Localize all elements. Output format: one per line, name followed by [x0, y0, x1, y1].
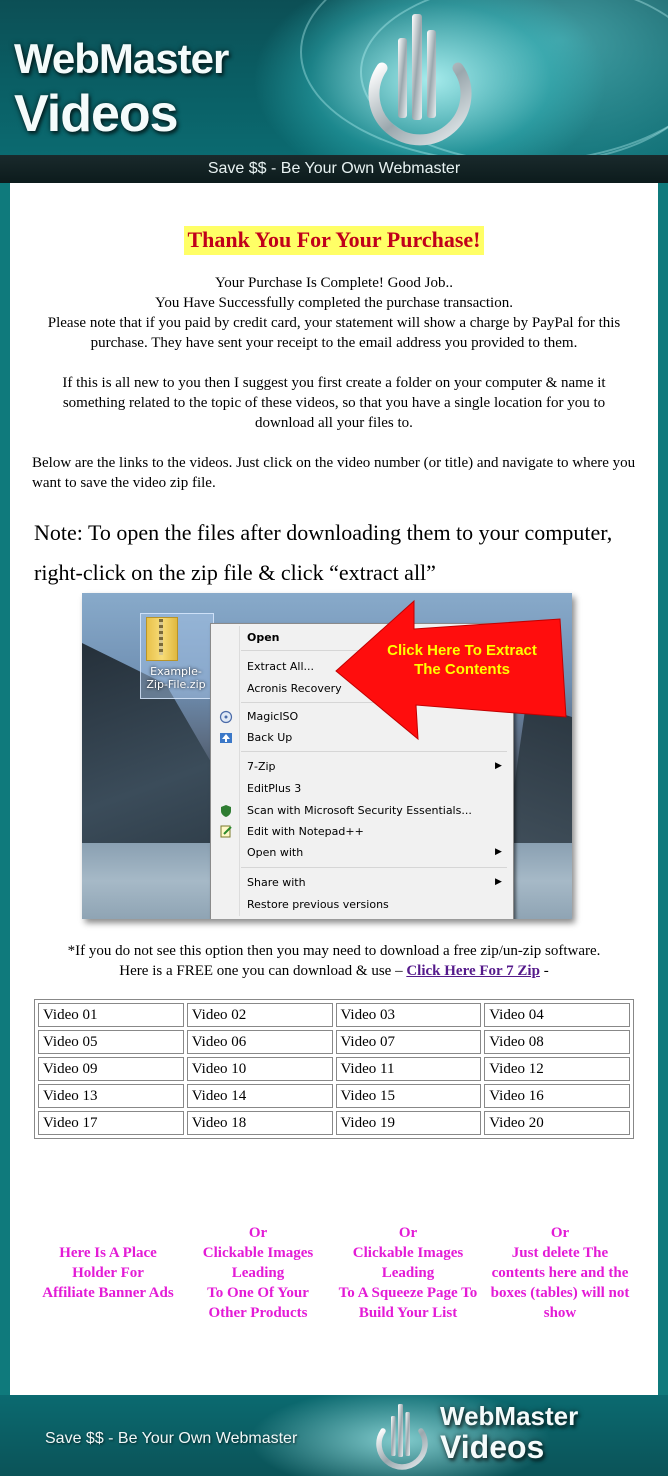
video-link[interactable]: Video 05 — [38, 1030, 184, 1054]
thanks-heading — [10, 226, 658, 255]
brand-title-line1: WebMaster — [14, 35, 229, 82]
video-link[interactable]: Video 17 — [38, 1111, 184, 1135]
ad-line: boxes (tables) will not — [490, 1285, 630, 1301]
intro-line: Please note that if you paid by credit card, your statement will show a charge by PayPal for this purchase. They have sent your receipt to the email address you provided to them. — [47, 315, 621, 351]
menu-item-open: Open — [247, 631, 280, 644]
ad-line: Leading — [231, 1265, 285, 1281]
video-link[interactable]: Video 01 — [38, 1003, 184, 1027]
ad-line: Just delete The — [511, 1245, 609, 1261]
intro-line: Your Purchase Is Complete! Good Job.. — [214, 275, 454, 291]
site-footer — [0, 1395, 668, 1476]
video-link[interactable]: Video 11 — [336, 1057, 482, 1081]
header-tagline: Save $$ - Be Your Own Webmaster — [0, 155, 668, 183]
notepad-icon — [219, 824, 233, 838]
zip-note-suffix: - — [539, 963, 549, 979]
ad-line: contents here and the — [491, 1265, 629, 1281]
intro-text — [32, 273, 636, 353]
zipper-icon — [159, 619, 163, 655]
ad-line: show — [543, 1305, 577, 1321]
ad-line: To One Of Your — [207, 1285, 309, 1301]
video-link[interactable]: Video 08 — [484, 1030, 630, 1054]
submenu-arrow-icon: ▶ — [495, 847, 502, 857]
ad-placeholders — [32, 1223, 636, 1323]
zip-note-line2 — [32, 961, 636, 981]
video-link[interactable]: Video 14 — [187, 1084, 333, 1108]
video-link[interactable]: Video 19 — [336, 1111, 482, 1135]
video-link[interactable]: Video 07 — [336, 1030, 482, 1054]
video-links-table — [34, 999, 634, 1139]
menu-item-share-with: Share with — [247, 876, 306, 889]
ad-line: Clickable Images — [202, 1245, 314, 1261]
ad-line: Build Your List — [358, 1305, 458, 1321]
video-link[interactable]: Video 04 — [484, 1003, 630, 1027]
menu-item-extract-all: Extract All... — [247, 660, 315, 673]
ad-line: Leading — [381, 1265, 435, 1281]
video-link[interactable]: Video 12 — [484, 1057, 630, 1081]
ad-column-2 — [182, 1223, 334, 1323]
table-row — [38, 1003, 630, 1027]
zip-note — [32, 941, 636, 981]
video-link[interactable]: Video 18 — [187, 1111, 333, 1135]
table-row — [38, 1111, 630, 1135]
ad-line: Affiliate Banner Ads — [42, 1285, 174, 1301]
ad-column-4 — [484, 1223, 636, 1323]
extract-note: Note: To open the files after downloading them to your computer, right-click on the zip file & click “extract all” — [34, 520, 613, 585]
zip-file-label: Example-Zip-File.zip — [146, 665, 206, 691]
menu-item-scan: Scan with Microsoft Security Essentials... — [247, 804, 472, 817]
menu-item-notepad: Edit with Notepad++ — [247, 825, 364, 838]
intro-line: You Have Successfully completed the purchase transaction. — [155, 295, 513, 311]
backup-icon — [219, 731, 233, 745]
brand-title-line2: Videos — [14, 85, 178, 143]
video-link[interactable]: Video 16 — [484, 1084, 630, 1108]
magiciso-icon — [219, 710, 233, 724]
menu-item-7zip: 7-Zip — [247, 760, 276, 773]
video-link[interactable]: Video 13 — [38, 1084, 184, 1108]
ad-line: Or — [398, 1225, 418, 1241]
submenu-arrow-icon: ▶ — [495, 761, 502, 771]
ad-line: Here Is A Place — [59, 1245, 157, 1261]
submenu-arrow-icon: ▶ — [495, 877, 502, 887]
ad-column-1 — [32, 1243, 184, 1303]
links-tip: Below are the links to the videos. Just click on the video number (or title) and navigate to where you want to save the video zip file. — [32, 455, 636, 491]
ad-line: To A Squeeze Page To — [338, 1285, 478, 1301]
content-panel — [10, 183, 658, 1395]
video-link[interactable]: Video 03 — [336, 1003, 482, 1027]
table-row — [38, 1084, 630, 1108]
zip-note-prefix: Here is a FREE one you can download & use – — [119, 963, 407, 979]
extract-all-screenshot — [82, 593, 572, 919]
thanks-title: Thank You For Your Purchase! — [184, 226, 485, 255]
video-link[interactable]: Video 10 — [187, 1057, 333, 1081]
video-link[interactable]: Video 15 — [336, 1084, 482, 1108]
menu-item-open-with: Open with — [247, 846, 304, 859]
ad-line: Or — [550, 1225, 570, 1241]
footer-tagline: Save $$ - Be Your Own Webmaster — [45, 1430, 298, 1447]
seven-zip-link[interactable]: Click Here For 7 Zip — [406, 963, 540, 979]
ad-line: Clickable Images — [352, 1245, 464, 1261]
site-header — [0, 0, 668, 155]
video-link[interactable]: Video 20 — [484, 1111, 630, 1135]
ad-line: Other Products — [208, 1305, 308, 1321]
menu-gutter — [239, 626, 240, 916]
footer-brand-line2: Videos — [440, 1429, 545, 1465]
menu-item-restore: Restore previous versions — [247, 898, 389, 911]
menu-separator — [241, 751, 507, 752]
ad-line: Or — [248, 1225, 268, 1241]
video-link[interactable]: Video 02 — [187, 1003, 333, 1027]
footer-brand-line1: WebMaster — [440, 1401, 579, 1431]
menu-item-backup: Back Up — [247, 731, 293, 744]
menu-item-editplus: EditPlus 3 — [247, 782, 302, 795]
ad-column-3 — [332, 1223, 484, 1323]
video-link[interactable]: Video 06 — [187, 1030, 333, 1054]
security-essentials-icon — [219, 804, 233, 818]
footer-logo-power-icon — [372, 1401, 432, 1471]
video-link[interactable]: Video 09 — [38, 1057, 184, 1081]
logo-power-icon — [360, 8, 480, 148]
menu-separator — [241, 867, 507, 868]
folder-tip: If this is all new to you then I suggest you first create a folder on your computer & name it something related to the topic of these videos, so that you have a single location for you to download all your files to. — [62, 375, 606, 431]
table-row — [38, 1057, 630, 1081]
table-row — [38, 1030, 630, 1054]
ad-line: Holder For — [72, 1265, 144, 1281]
menu-item-magiciso: MagicISO — [247, 710, 299, 723]
callout-text: Click Here To Extract The Contents — [387, 642, 537, 678]
menu-item-acronis: Acronis Recovery — [247, 682, 342, 695]
zip-note-line1: *If you do not see this option then you may need to download a free zip/un-zip software. — [67, 943, 601, 959]
